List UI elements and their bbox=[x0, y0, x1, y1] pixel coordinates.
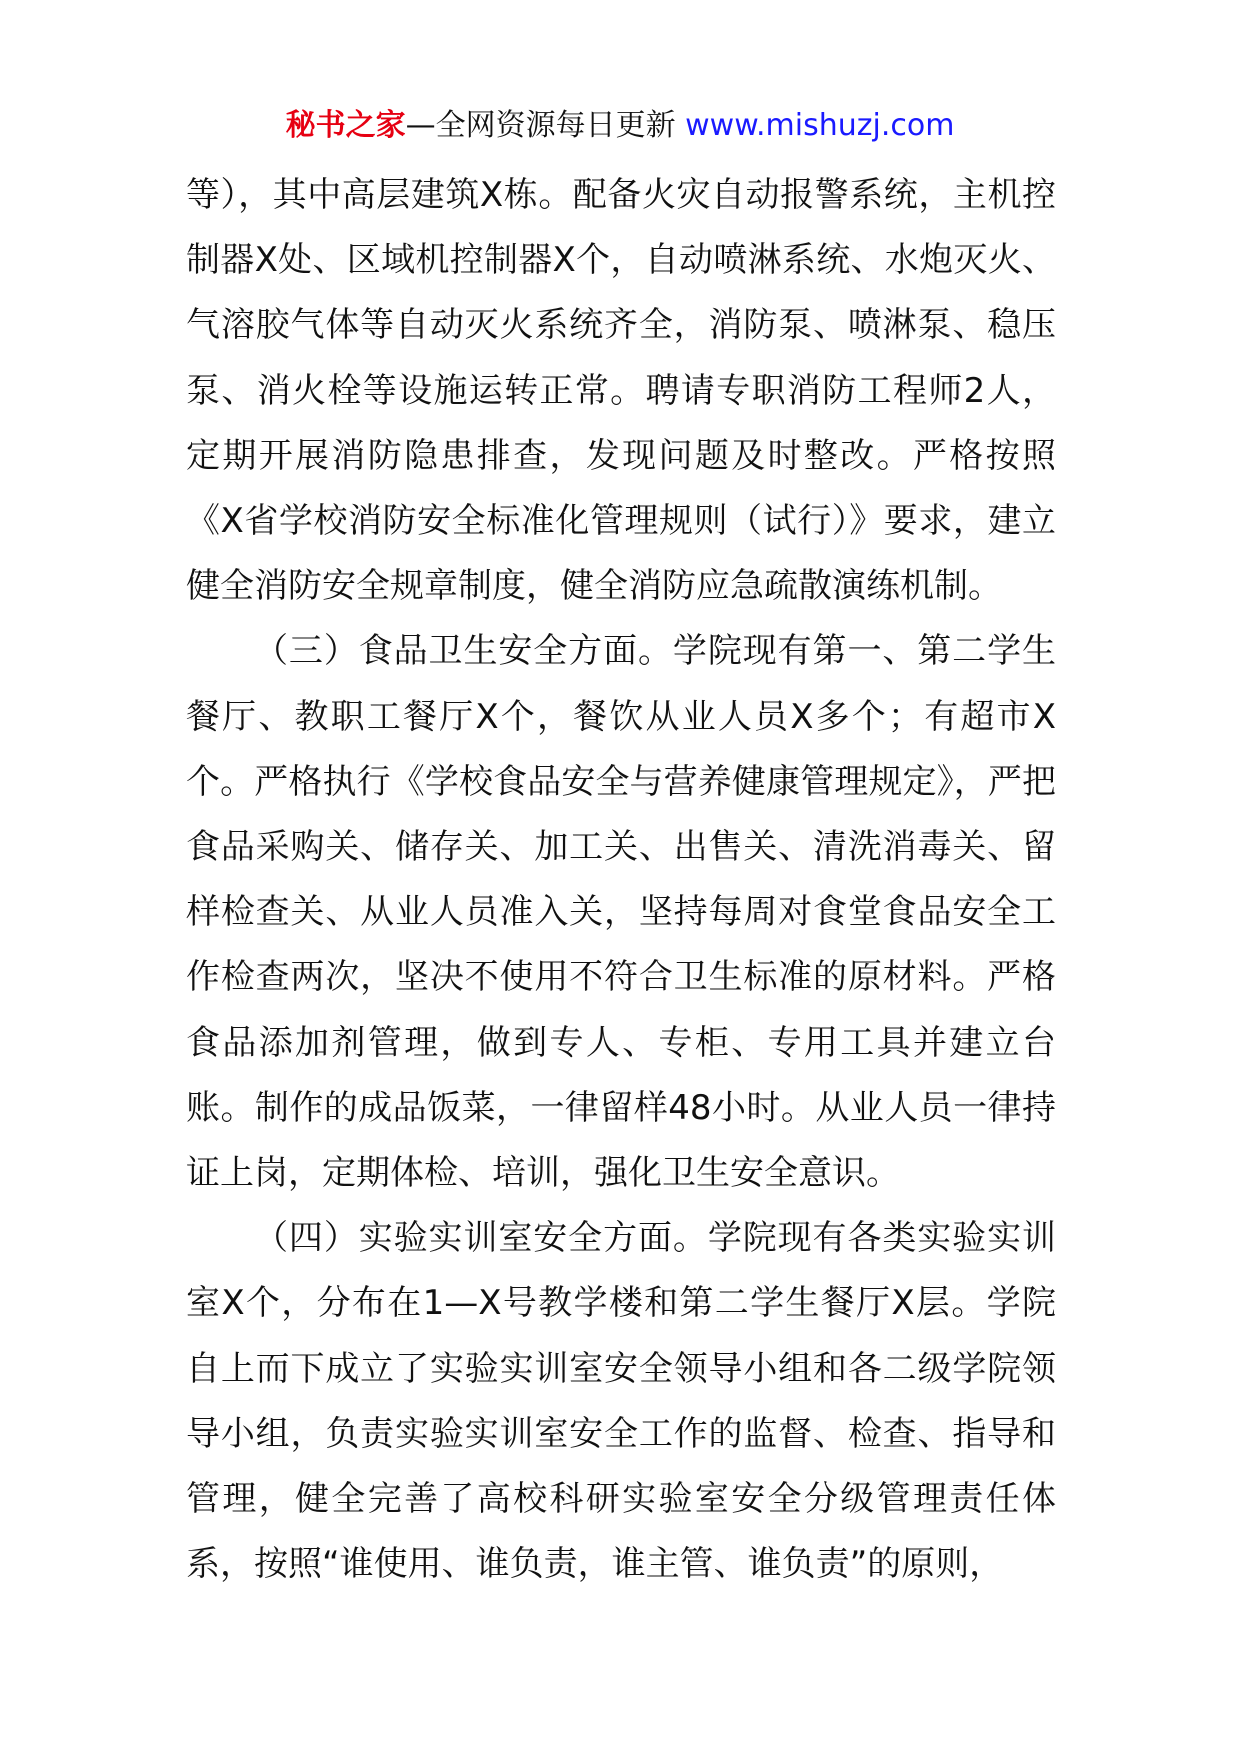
site-url-link[interactable]: www.mishuzj.com bbox=[685, 108, 955, 143]
document-body bbox=[186, 163, 1056, 1597]
page-header bbox=[0, 104, 1240, 148]
brand-name: 秘书之家 bbox=[285, 108, 406, 143]
header-tagline: —全网资源每日更新 bbox=[405, 108, 676, 143]
paragraph-fire-safety-continued: 等），其中高层建筑X栋。配备火灾自动报警系统，主机控制器X处、区域机控制器X个，自动喷淋系统、水炮灭火、气溶胶气体等自动灭火系统齐全，消防泵、喷淋泵、稳压泵、消火栓等设施运转正常。聘请专职消防工程师2人，定期开展消防隐患排查，发现问题及时整改。严格按照《X省学校消防安全标准化管理规则（试行）》要求，建立健全消防安全规章制度，健全消防应急疏散演练机制。 bbox=[186, 175, 1056, 607]
paragraph-food-safety: （三）食品卫生安全方面。学院现有第一、第二学生餐厅、教职工餐厅X个，餐饮从业人员X多个；有超市X个。严格执行《学校食品安全与营养健康管理规定》，严把食品采购关、储存关、加工关、出售关、清洗消毒关、留样检查关、从业人员准入关，坚持每周对食堂食品安全工作检查两次，坚决不使用不符合卫生标准的原材料。严格食品添加剂管理，做到专人、专柜、专用工具并建立台账。制作的成品饭菜，一律留样48小时。从业人员一律持证上岗，定期体检、培训，强化卫生安全意识。 bbox=[186, 631, 1056, 1194]
paragraph-lab-safety: （四）实验实训室安全方面。学院现有各类实验实训室X个，分布在1—X号教学楼和第二学生餐厅X层。学院自上而下成立了实验实训室安全领导小组和各二级学院领导小组，负责实验实训室安全工作的监督、检查、指导和管理，健全完善了高校科研实验室安全分级管理责任体系，按照“谁使用、谁负责，谁主管、谁负责”的原则， bbox=[186, 1218, 1056, 1585]
